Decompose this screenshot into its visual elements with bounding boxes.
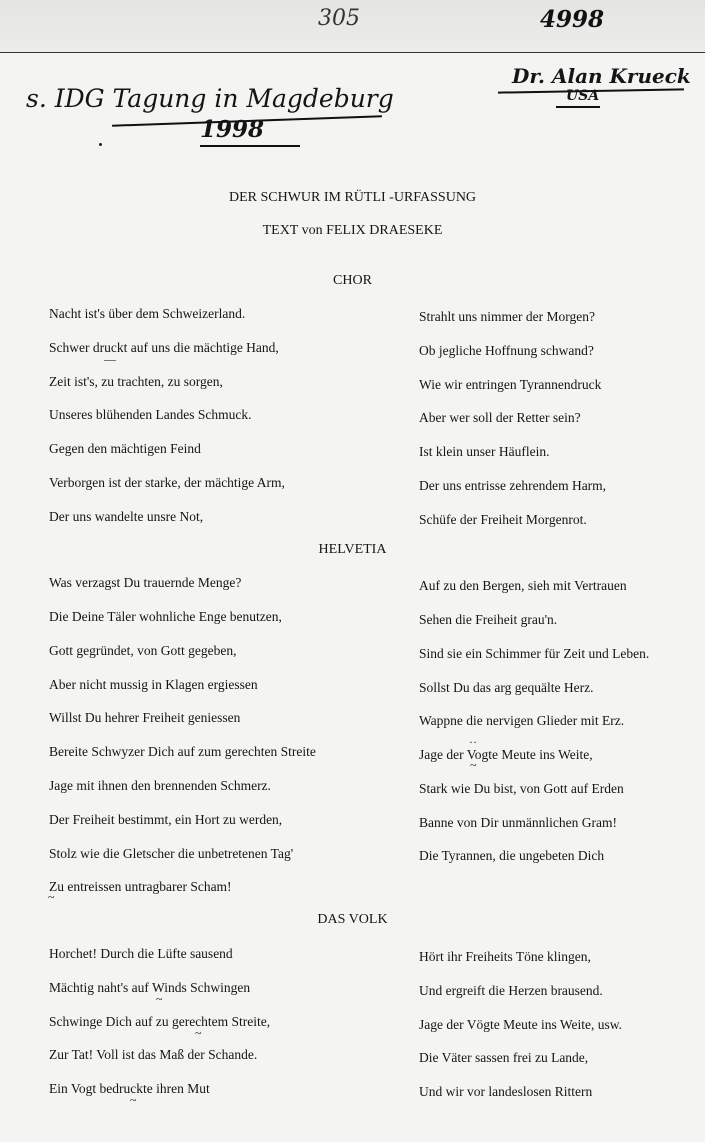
verse-line: Sind sie ein Schimmer für Zeit und Leben. (419, 646, 650, 661)
verse-line: Auf zu den Bergen, sieh mit Vertrauen (419, 578, 627, 593)
verse-line: Ein Vogt bedruckte ihren Mut (49, 1081, 210, 1096)
verse-line: Zur Tat! Voll ist das Maß der Schande. (49, 1047, 258, 1062)
verse-line: Schwer druckt auf uns die mächtige Hand, (49, 340, 279, 355)
verse-line: Jage mit ihnen den brennenden Schmerz. (49, 778, 271, 793)
correction-mark: ~ (195, 1026, 202, 1040)
correction-mark: — (104, 352, 116, 366)
verse-line: Unseres blühenden Landes Schmuck. (49, 407, 252, 422)
verse-line: Jage der Vogte Meute ins Weite, (419, 747, 593, 762)
correction-mark: ~ (130, 1093, 137, 1107)
correction-mark: ~ (48, 890, 55, 904)
verse-line: Gegen den mächtigen Feind (49, 441, 201, 456)
verse-line: Wie wir entringen Tyrannendruck (419, 377, 602, 392)
verse-line: Hört ihr Freiheits Töne klingen, (419, 949, 591, 964)
handwritten-archive-number: 4998 (540, 6, 605, 33)
section-heading-das-volk: DAS VOLK (317, 912, 388, 927)
verse-line: Schwinge Dich auf zu gerechtem Streite, (49, 1014, 271, 1029)
verse-line: Und ergreift die Herzen brausend. (419, 983, 603, 998)
verse-line: Zeit ist's, zu trachten, zu sorgen, (49, 374, 223, 389)
handwritten-author-name: Dr. Alan Krueck (512, 64, 691, 88)
verse-line: Stolz wie die Gletscher die unbetretenen Tag' (49, 846, 294, 861)
verse-line: Und wir vor landeslosen Rittern (419, 1084, 593, 1099)
correction-mark: ~ (156, 992, 163, 1006)
section-heading-helvetia: HELVETIA (318, 542, 387, 557)
verse-line: Zu entreissen untragbarer Scham! (49, 879, 232, 894)
verse-line: Aber wer soll der Retter sein? (419, 410, 581, 425)
verse-line: Strahlt uns nimmer der Morgen? (419, 309, 595, 324)
verse-line: Die Väter sassen frei zu Lande, (419, 1050, 589, 1065)
handwritten-event-note: s. IDG Tagung in Magdeburg (26, 84, 394, 113)
verse-line: Nacht ist's über dem Schweizerland. (49, 306, 246, 321)
ink-dot (99, 143, 102, 146)
verse-line: Jage der Vögte Meute ins Weite, usw. (419, 1017, 622, 1032)
document-subtitle: TEXT von FELIX DRAESEKE (262, 223, 443, 238)
verse-line: Schüfe der Freiheit Morgenrot. (419, 512, 587, 527)
verse-line: Horchet! Durch die Lüfte sausend (49, 946, 233, 961)
verse-line: Der Freiheit bestimmt, ein Hort zu werden, (49, 812, 283, 827)
section-heading-chor: CHOR (333, 273, 372, 288)
verse-line: Stark wie Du bist, von Gott auf Erden (419, 781, 624, 796)
verse-line: Mächtig naht's auf Winds Schwingen (49, 980, 251, 995)
handwritten-page-number: 305 (318, 6, 360, 31)
verse-line: Verborgen ist der starke, der mächtige Arm, (49, 475, 285, 490)
verse-line: Gott gegründet, von Gott gegeben, (49, 643, 237, 658)
verse-line: Der uns entrisse zehrendem Harm, (419, 478, 607, 493)
verse-line: Willst Du hehrer Freiheit geniessen (49, 710, 241, 725)
handwritten-author-country: USA (566, 88, 600, 104)
verse-line: Banne von Dir unmännlichen Gram! (419, 815, 617, 830)
verse-line: Bereite Schwyzer Dich auf zum gerechten Streite (49, 744, 316, 759)
verse-line: Ob jegliche Hoffnung schwand? (419, 343, 594, 358)
correction-mark: ·· (469, 735, 477, 749)
verse-line: Aber nicht mussig in Klagen ergiessen (49, 677, 258, 692)
verse-line: Ist klein unser Häuflein. (419, 444, 550, 459)
verse-line: Der uns wandelte unsre Not, (49, 509, 204, 524)
verse-line: Was verzagst Du trauernde Menge? (49, 575, 242, 590)
author-country-underline (556, 106, 600, 108)
verse-line: Sehen die Freiheit grau'n. (419, 612, 558, 627)
verse-line: Die Tyrannen, die ungebeten Dich (419, 848, 605, 863)
verse-line: Die Deine Täler wohnliche Enge benutzen, (49, 609, 282, 624)
verse-line: Wappne die nervigen Glieder mit Erz. (419, 713, 625, 728)
correction-mark: ~ (470, 758, 477, 772)
document-title: DER SCHWUR IM RÜTLI -URFASSUNG (228, 190, 477, 205)
handwritten-year-note: 1998 (200, 116, 265, 143)
verse-line: Sollst Du das arg gequälte Herz. (419, 680, 594, 695)
year-note-underline (200, 145, 300, 147)
